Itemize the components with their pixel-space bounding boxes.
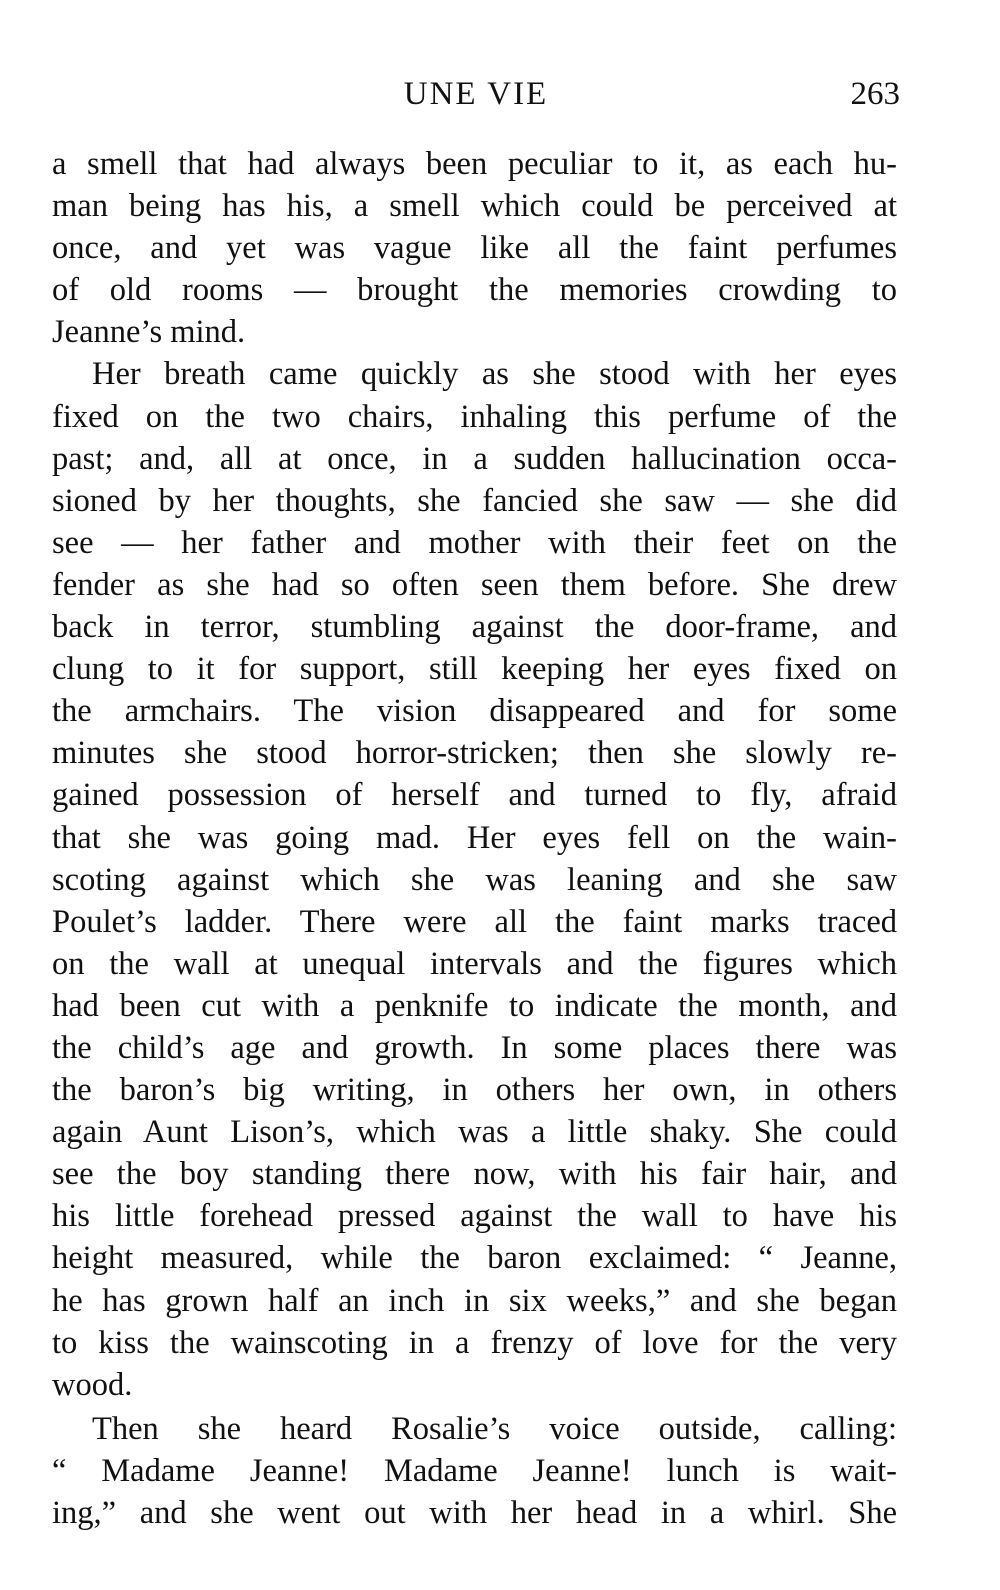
text-line: ing,” and she went out with her head in a whirl. She [52, 1495, 897, 1531]
text-line: once, and yet was vague like all the faint perfumes [52, 230, 897, 267]
text-line: a smell that had always been peculiar to it, as each hu- [52, 146, 897, 182]
text-line: Jeanne’s mind. [52, 314, 246, 351]
text-line: sioned by her thoughts, she fancied she saw — she did [52, 482, 897, 519]
page-number: 263 [850, 76, 900, 112]
running-head [52, 72, 900, 116]
text-line: that she was going mad. Her eyes fell on the wain- [52, 819, 897, 856]
text-line: the armchairs. The vision disappeared and for some [52, 693, 897, 730]
text-line: fender as she had so often seen them before. She drew [52, 566, 897, 603]
text-line: he has grown half an inch in six weeks,” and she began [52, 1282, 897, 1319]
text-line: see the boy standing there now, with his fair hair, and [52, 1156, 897, 1193]
text-line: had been cut with a penknife to indicate the month, and [52, 987, 897, 1024]
text-line: minutes she stood horror-stricken; then she slowly re- [52, 735, 897, 772]
text-line: Poulet’s ladder. There were all the faint marks traced [52, 903, 897, 940]
text-line: the child’s age and growth. In some places there was [52, 1029, 897, 1066]
text-line: fixed on the two chairs, inhaling this perfume of the [52, 398, 897, 435]
text-line: Then she heard Rosalie’s voice outside, calling: [92, 1410, 897, 1447]
text-line: past; and, all at once, in a sudden hallucination occa- [52, 440, 897, 477]
text-line: of old rooms — brought the memories crowding to [52, 272, 897, 309]
text-line: clung to it for support, still keeping her eyes fixed on [52, 651, 897, 688]
text-line: again Aunt Lison’s, which was a little shaky. She could [52, 1114, 897, 1151]
text-line: man being has his, a smell which could be perceived at [52, 188, 897, 225]
running-title: UNE VIE [403, 76, 549, 112]
text-line: back in terror, stumbling against the door-frame, and [52, 609, 897, 646]
text-line: wood. [52, 1366, 133, 1403]
paragraph-2 [52, 353, 897, 1405]
body-text [52, 143, 897, 1534]
text-line: the baron’s big writing, in others her own, in others [52, 1072, 897, 1109]
text-line: Her breath came quickly as she stood with her eyes [92, 356, 897, 393]
paragraph-1 [52, 143, 897, 353]
text-line: to kiss the wainscoting in a frenzy of love for the very [52, 1324, 897, 1361]
text-line: on the wall at unequal intervals and the figures which [52, 945, 897, 982]
paragraph-3 [52, 1408, 897, 1534]
text-line: see — her father and mother with their feet on the [52, 524, 897, 561]
text-line: scoting against which she was leaning and she saw [52, 861, 897, 898]
text-line: height measured, while the baron exclaimed: “ Jeanne, [52, 1240, 897, 1277]
text-line: gained possession of herself and turned to fly, afraid [52, 777, 897, 814]
text-line: “ Madame Jeanne! Madame Jeanne! lunch is wait- [52, 1452, 897, 1489]
text-line: his little forehead pressed against the wall to have his [52, 1198, 897, 1235]
